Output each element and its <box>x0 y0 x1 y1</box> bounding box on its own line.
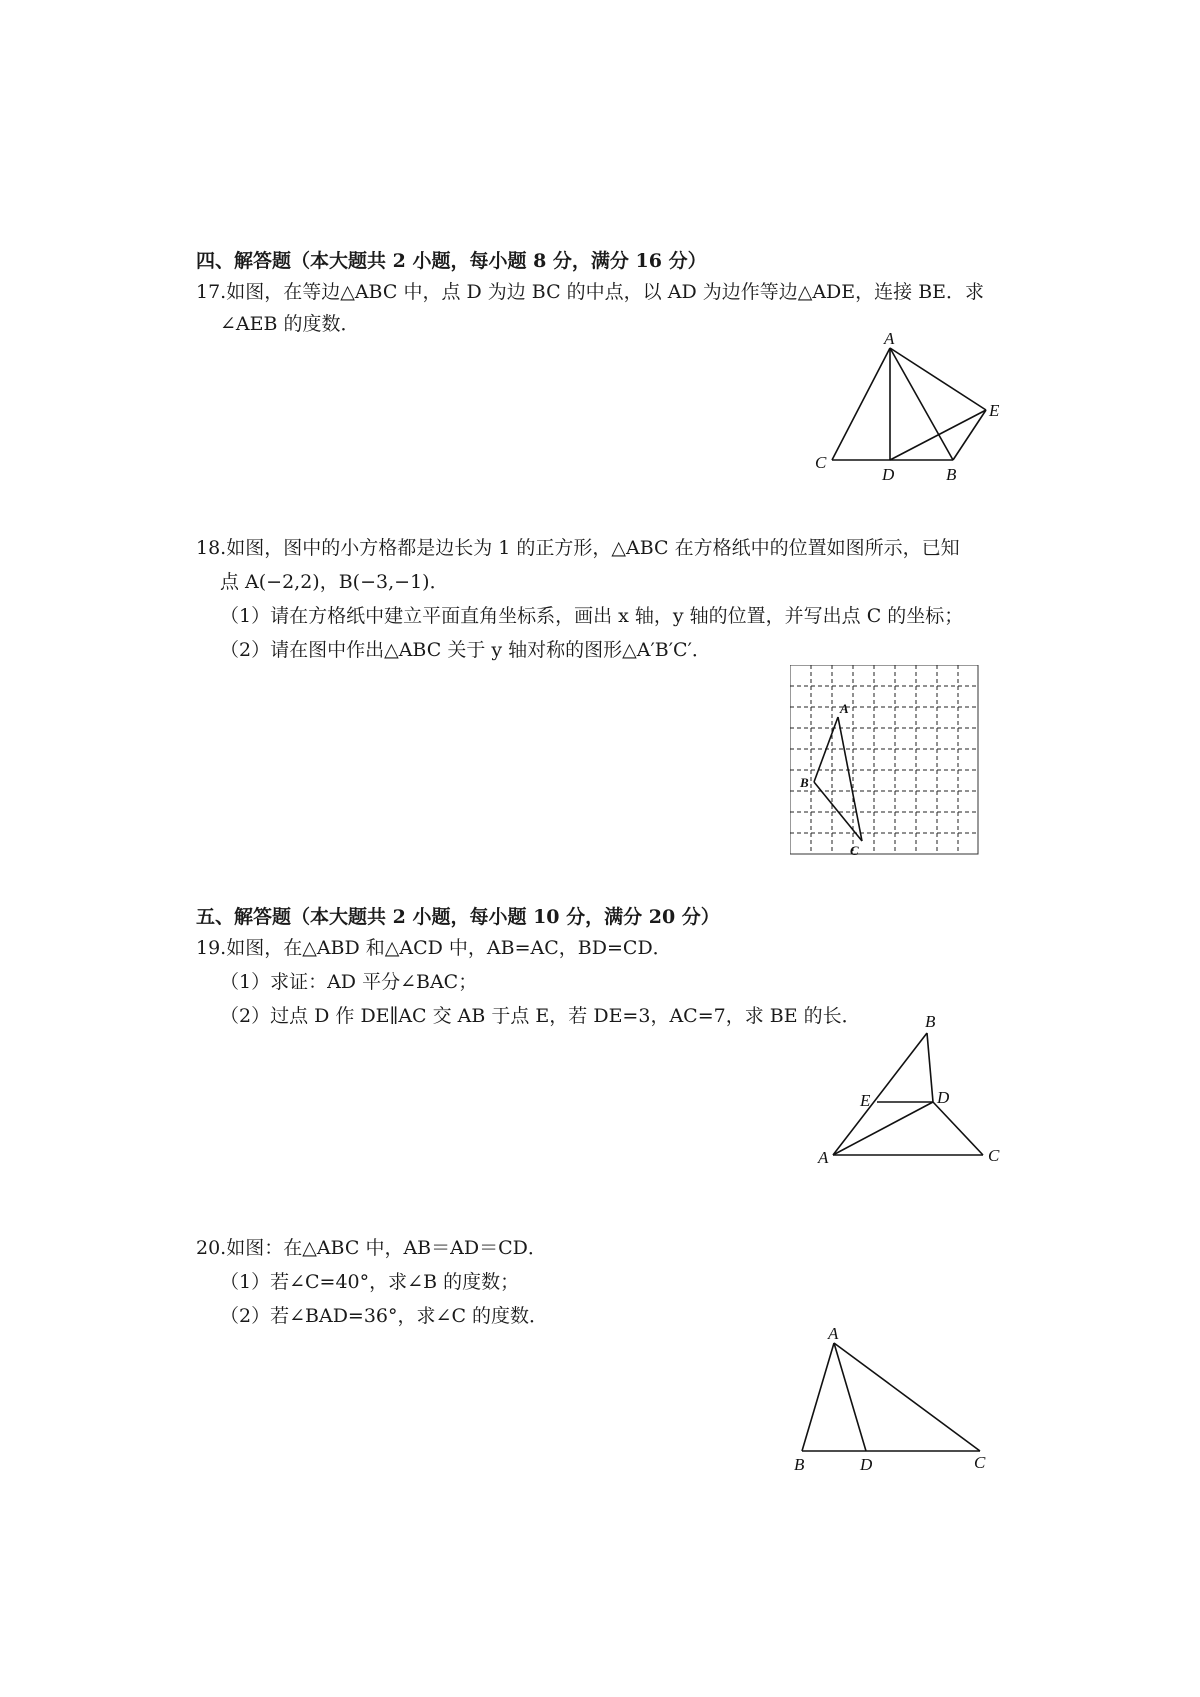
q18-label-a: A <box>840 701 849 716</box>
q20-label-a: A <box>828 1325 839 1343</box>
q19-lines <box>833 1033 983 1155</box>
q18-triangle <box>814 717 862 841</box>
q19-figure <box>815 1015 1005 1175</box>
q19-label-d: D <box>937 1088 950 1107</box>
q18-part1: （1）请在方格纸中建立平面直角坐标系，画出 x 轴，y 轴的位置，并写出点 C 的坐标； <box>220 605 964 627</box>
q17-triangle-lines <box>832 348 986 460</box>
q19-line1: 19.如图，在△ABD 和△ACD 中，AB=AC，BD=CD． <box>196 937 672 959</box>
q19-label-e: E <box>860 1091 871 1110</box>
q17-label-c: C <box>815 453 827 472</box>
q19-label-c: C <box>988 1146 1000 1165</box>
q19-label-a: A <box>818 1148 829 1167</box>
q20-label-b: B <box>794 1455 805 1474</box>
q20-lines <box>802 1343 980 1451</box>
q19-label-b: B <box>925 1015 936 1031</box>
q19-part1: （1）求证：AD 平分∠BAC； <box>220 971 478 993</box>
q18-grid <box>790 665 978 854</box>
q19-part2: （2）过点 D 作 DE∥AC 交 AB 于点 E，若 DE=3，AC=7，求 BE 的长． <box>220 1005 861 1027</box>
q17-label-e: E <box>989 401 1000 420</box>
section-4-heading: 四、解答题（本大题共 2 小题，每小题 8 分，满分 16 分） <box>196 250 707 272</box>
q17-line2: ∠AEB 的度数． <box>220 313 360 335</box>
q17-label-a: A <box>884 330 895 348</box>
section-5-heading: 五、解答题（本大题共 2 小题，每小题 10 分，满分 20 分） <box>196 906 720 928</box>
q20-label-c: C <box>974 1453 986 1472</box>
q20-label-d: D <box>860 1455 873 1474</box>
q20-line1: 20.如图：在△ABC 中，AB＝AD＝CD． <box>196 1237 547 1259</box>
q17-label-b: B <box>946 465 957 480</box>
q18-line2: 点 A(−2,2)，B(−3,−1)． <box>220 571 449 593</box>
q20-figure <box>792 1325 992 1475</box>
q20-part2: （2）若∠BAD=36°，求∠C 的度数． <box>220 1305 549 1327</box>
q18-label-b: B <box>800 775 809 790</box>
q18-grid-figure <box>790 665 990 865</box>
q17-figure <box>810 330 1000 480</box>
q20-part1: （1）若∠C=40°，求∠B 的度数； <box>220 1271 520 1293</box>
q17-label-d: D <box>882 465 895 480</box>
q17-line1: 17.如图，在等边△ABC 中，点 D 为边 BC 的中点，以 AD 为边作等边△ADE，连接 BE．求 <box>196 281 985 303</box>
q18-line1: 18.如图，图中的小方格都是边长为 1 的正方形，△ABC 在方格纸中的位置如图所示，已知 <box>196 537 960 559</box>
q18-label-c: C <box>850 843 859 858</box>
q18-part2: （2）请在图中作出△ABC 关于 y 轴对称的图形△A′B′C′． <box>220 639 711 661</box>
